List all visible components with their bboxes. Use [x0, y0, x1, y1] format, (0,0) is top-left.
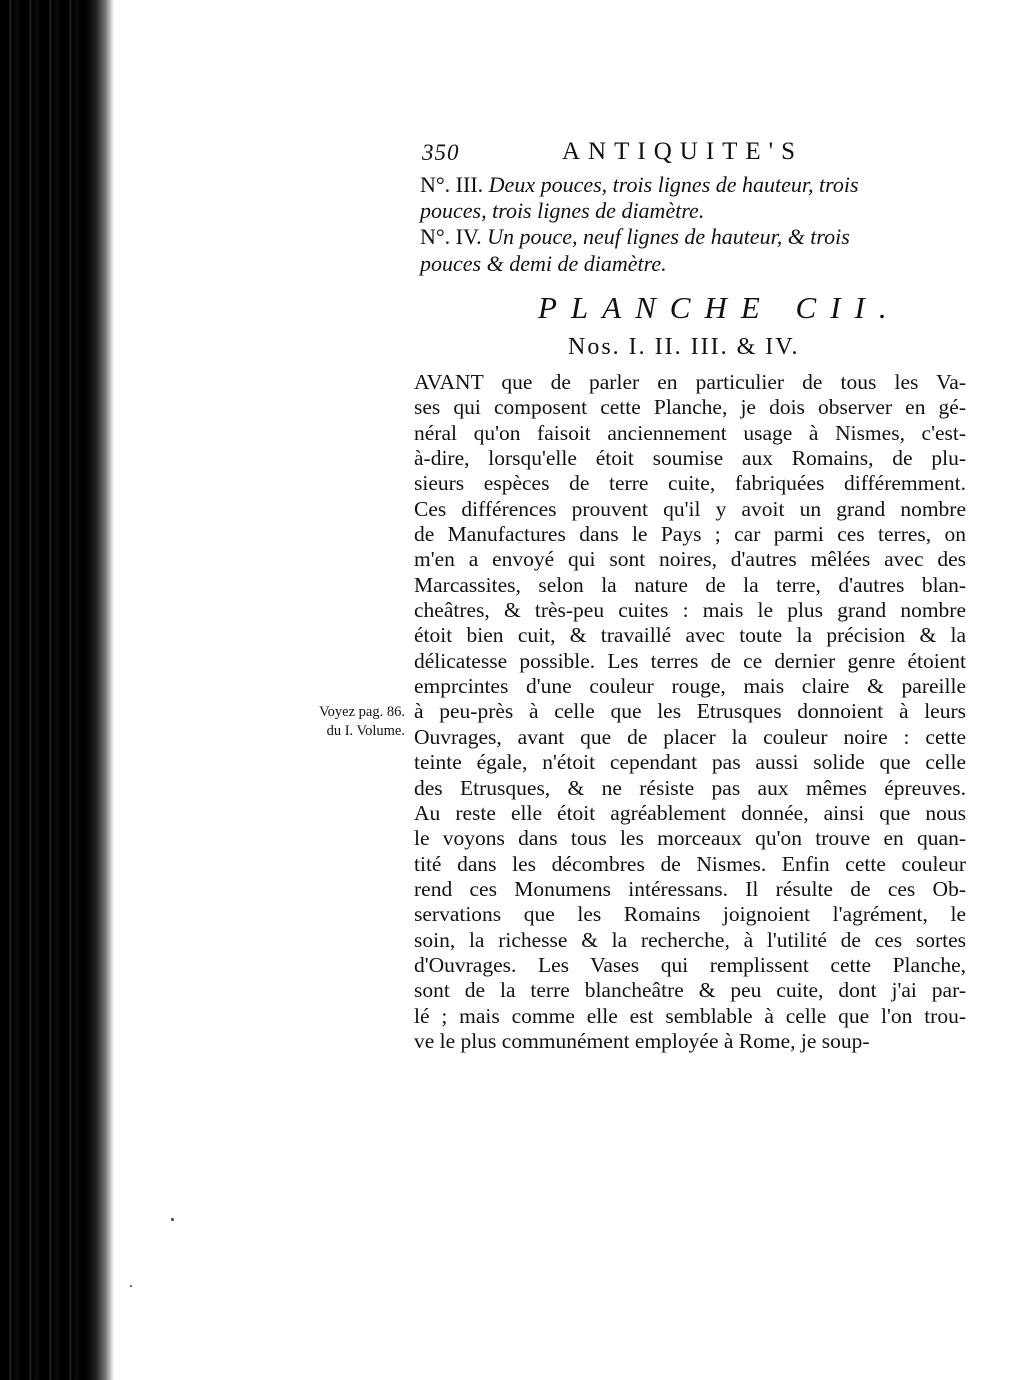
- plate-title: PLANCHE CII.: [538, 290, 901, 325]
- dimension-text: Un pouce, neuf lignes de hauteur, & trois: [487, 224, 850, 249]
- text-line: Au reste elle étoit agréablement donnée, ainsi que nous: [414, 800, 966, 825]
- body-text: [414, 370, 966, 1054]
- text-line: néral qu'on faisoit anciennement usage à Nismes, c'est-: [414, 420, 966, 445]
- plate-numbers: Nos. I. II. III. & IV.: [568, 334, 800, 360]
- item-number: N°. III.: [420, 172, 484, 197]
- text-line: AVANT que de parler en particulier de tous les Va-: [414, 370, 966, 394]
- text-line: ses qui composent cette Planche, je dois observer en gé-: [414, 395, 966, 420]
- text-line: servations que les Romains joignoient l'agrément, le: [414, 902, 966, 927]
- text-line: à peu-près à celle que les Etrusques donnoient à leurs: [414, 699, 966, 724]
- text-line: à-dire, lorsqu'elle étoit soumise aux Romains, de plu-: [414, 446, 966, 471]
- text-line: délicatesse possible. Les terres de ce dernier genre étoient: [414, 648, 966, 673]
- text-line: lé ; mais comme elle est semblable à celle que l'on trou-: [414, 1003, 966, 1028]
- text-line: Ouvrages, avant que de placer la couleur noire : cette: [414, 724, 966, 749]
- dimension-text: Deux pouces, trois lignes de hauteur, trois: [488, 172, 859, 197]
- margin-note-line: Voyez pag. 86.: [319, 704, 405, 720]
- text-line: le voyons dans tous les morceaux qu'on trouve en quan-: [414, 826, 966, 851]
- margin-note: [280, 703, 405, 741]
- text-line: d'Ouvrages. Les Vases qui remplissent cette Planche,: [414, 952, 966, 977]
- dimension-line: [420, 222, 960, 251]
- text-line: des Etrusques, & ne résiste pas aux mêmes épreuves.: [414, 775, 966, 800]
- margin-note-line: du I. Volume.: [326, 723, 405, 739]
- dimension-line: [420, 170, 960, 199]
- paper-speck: [130, 1285, 132, 1287]
- dimension-line: [420, 249, 960, 278]
- page-gutter-edge: [86, 0, 114, 1380]
- text-line: cheâtres, & très-peu cuites : mais le plus grand nombre: [414, 598, 966, 623]
- text-line: teinte égale, n'étoit cependant pas aussi solide que celle: [414, 750, 966, 775]
- dimension-text: pouces, trois lignes de diamètre.: [420, 198, 705, 223]
- text-line: Marcassites, selon la nature de la terre, d'autres blan-: [414, 572, 966, 597]
- text-line: étoit bien cuit, & travaillé avec toute la précision & la: [414, 623, 966, 648]
- text-line: sont de la terre blancheâtre & peu cuite, dont j'ai par-: [414, 978, 966, 1003]
- item-number: N°. IV.: [420, 224, 482, 249]
- text-line: tité dans les décombres de Nismes. Enfin cette couleur: [414, 851, 966, 876]
- page-number: 350: [422, 140, 460, 165]
- running-title: ANTIQUITE'S: [562, 138, 804, 165]
- text-line: emprcintes d'une couleur rouge, mais claire & pareille: [414, 674, 966, 699]
- text-line: rend ces Monumens intéressans. Il résulte de ces Ob-: [414, 876, 966, 901]
- text-line: ve le plus communément employée à Rome, je soup-: [414, 1028, 870, 1053]
- dimension-text: pouces & demi de diamètre.: [420, 251, 667, 276]
- text-line: m'en a envoyé qui sont noires, d'autres mêlées avec des: [414, 547, 966, 572]
- text-line: sieurs espèces de terre cuite, fabriquées différemment.: [414, 471, 966, 496]
- paper-speck: [171, 1218, 174, 1221]
- text-line: de Manufactures dans le Pays ; car parmi ces terres, on: [414, 522, 966, 547]
- page-header: [422, 138, 952, 174]
- text-line: soin, la richesse & la recherche, à l'utilité de ces sortes: [414, 927, 966, 952]
- text-line: Ces différences prouvent qu'il y avoit un grand nombre: [414, 496, 966, 521]
- dimension-line: [420, 196, 960, 225]
